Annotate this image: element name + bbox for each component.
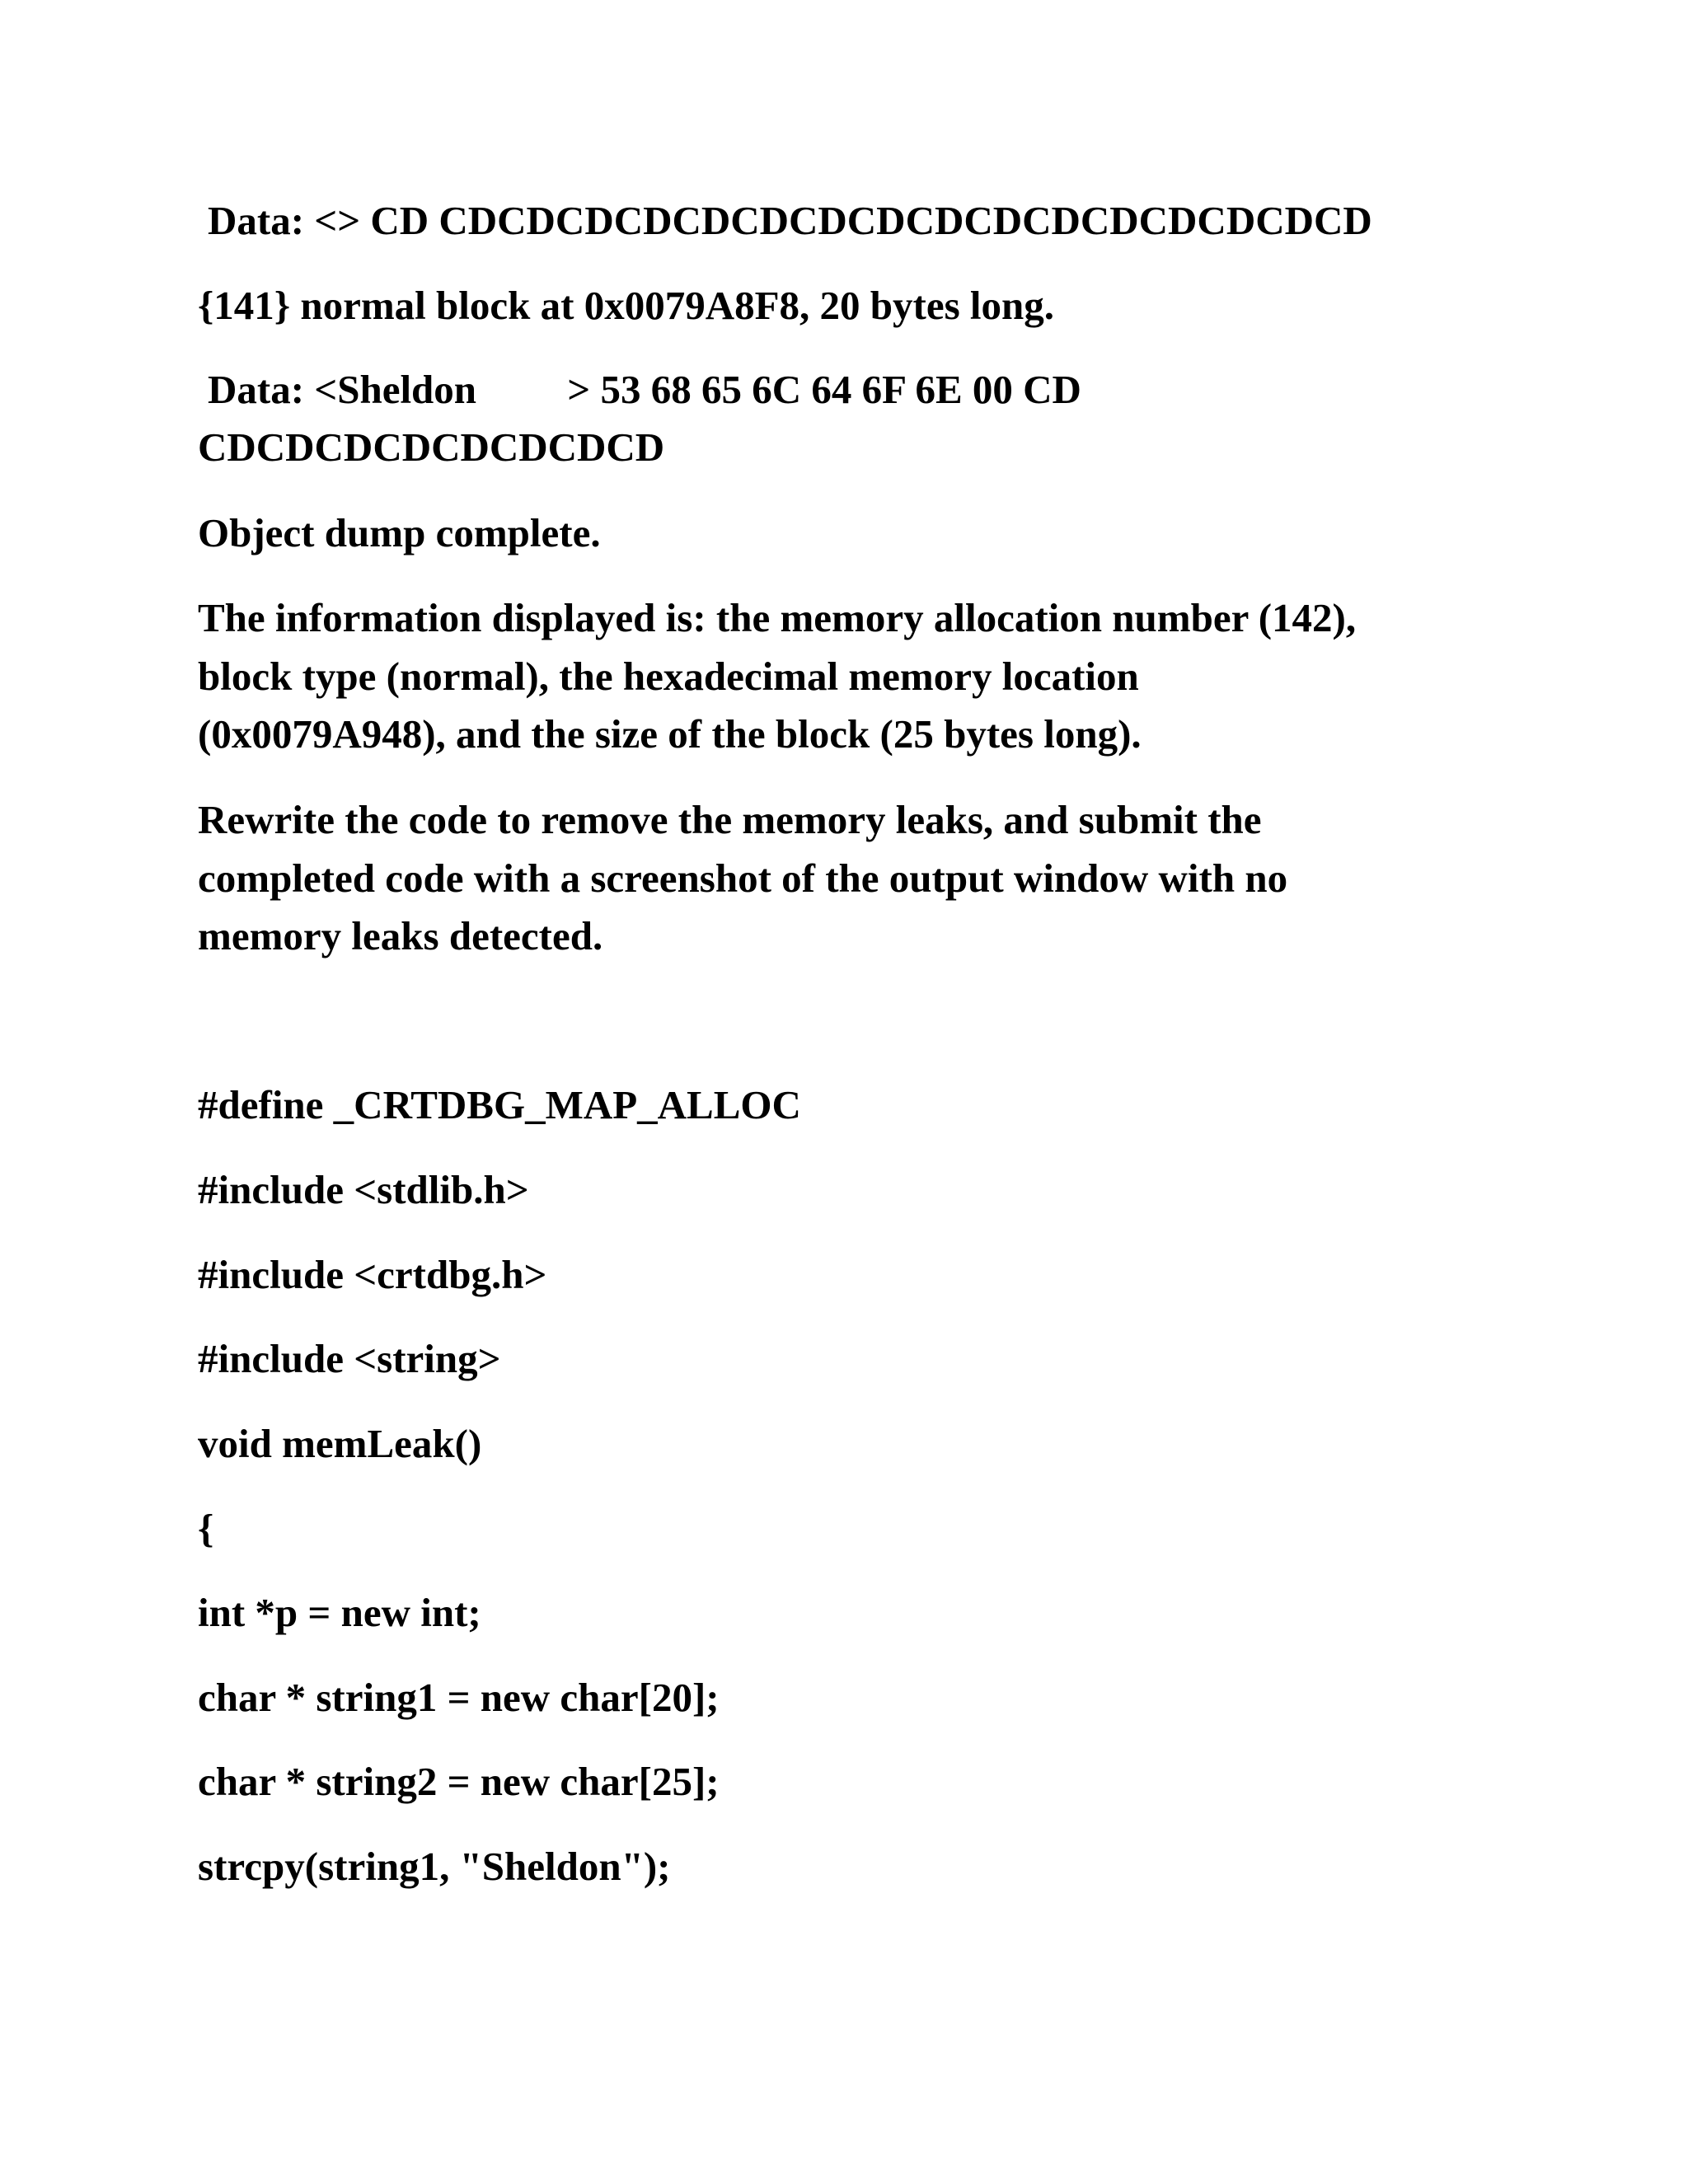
code-line-string2: char * string2 = new char[25]; (198, 1759, 720, 1804)
instructions-line-1: Rewrite the code to remove the memory leaks, and submit the (198, 797, 1262, 842)
instructions-line-3: memory leaks detected. (198, 913, 603, 958)
explanation-line-3: (0x0079A948), and the size of the block (25 bytes long). (198, 711, 1142, 757)
code-line-define: #define _CRTDBG_MAP_ALLOC (198, 1082, 801, 1127)
leak-data-line-2b: CDCDCDCDCDCDCDCD (198, 424, 665, 470)
code-line-function-signature: void memLeak() (198, 1421, 482, 1466)
explanation-line-1: The information displayed is: the memory allocation number (142), (198, 595, 1357, 640)
leak-data-line-2a: Data: <Sheldon > 53 68 65 6C 64 6F 6E 00 CD (208, 367, 1081, 412)
leak-block-line: {141} normal block at 0x0079A8F8, 20 bytes long. (198, 283, 1055, 328)
dump-complete-line: Object dump complete. (198, 510, 601, 555)
code-line-string1: char * string1 = new char[20]; (198, 1675, 720, 1720)
code-line-include-stdlib: #include <stdlib.h> (198, 1167, 529, 1212)
code-line-include-crtdbg: #include <crtdbg.h> (198, 1252, 547, 1297)
code-line-include-string: #include <string> (198, 1336, 501, 1381)
code-line-strcpy: strcpy(string1, "Sheldon"); (198, 1844, 671, 1889)
instructions-line-2: completed code with a screenshot of the output window with no (198, 855, 1288, 901)
explanation-line-2: block type (normal), the hexadecimal memory location (198, 654, 1139, 699)
code-line-open-brace: { (198, 1506, 214, 1551)
leak-data-line-1: Data: <> CD CDCDCDCDCDCDCDCDCDCDCDCDCDCDCDCD (208, 198, 1372, 243)
code-line-new-int: int *p = new int; (198, 1590, 481, 1635)
